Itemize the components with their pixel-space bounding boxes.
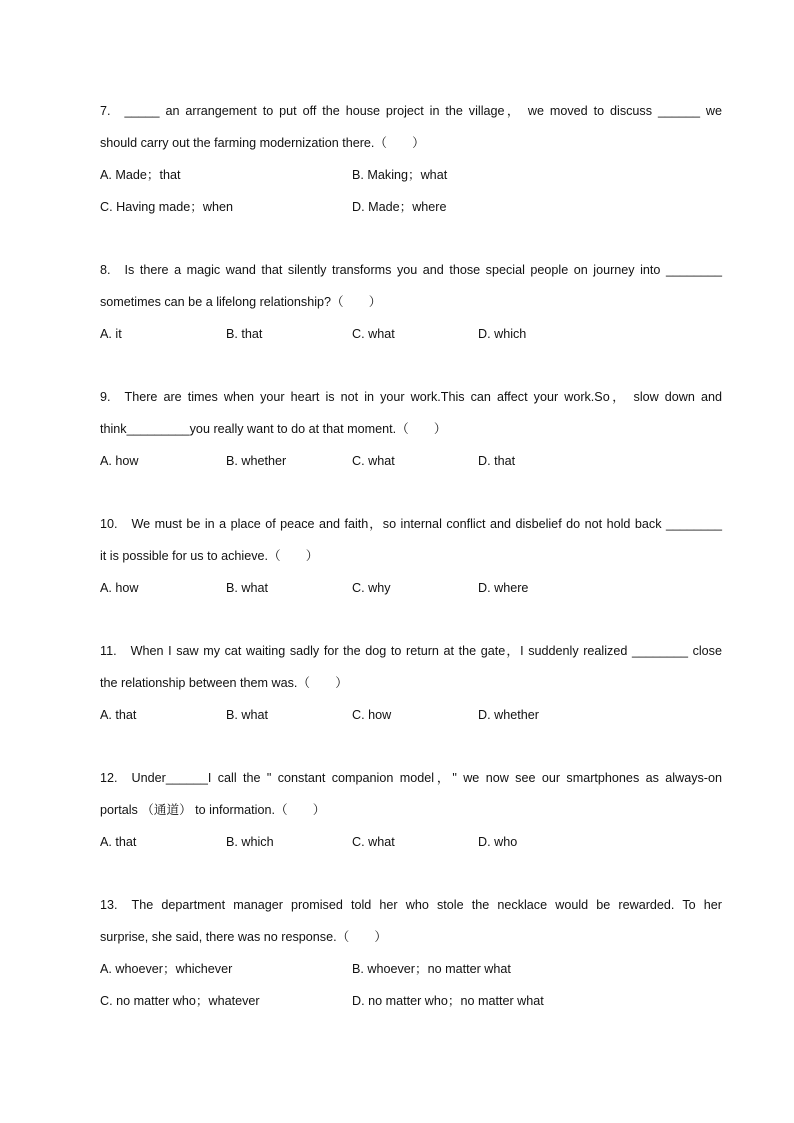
option-row [100,985,722,1017]
option-d[interactable]: D. that [478,454,516,468]
option-row [100,953,722,985]
option-a[interactable]: A. how [100,454,139,468]
option-c[interactable]: C. how [352,708,392,722]
option-c[interactable]: C. what [352,835,395,849]
question-text: _____ an arrangement to put off the house project in the village， we moved to discuss ______ we [124,104,722,118]
question-9 [100,381,722,477]
option-row [100,191,722,223]
question-line [100,889,722,921]
question-text: surprise, she said, there was no response.（ ） [100,930,387,944]
option-d[interactable]: D. which [478,327,527,341]
option-row [100,159,722,191]
question-text: the relationship between them was.（ ） [100,676,348,690]
question-text: When I saw my cat waiting sadly for the dog to return at the gate，I suddenly realized ________ close [130,644,722,658]
option-a[interactable]: A. how [100,581,139,595]
question-number: 7. [100,104,111,118]
question-line [100,254,722,286]
option-row [100,572,722,604]
option-c[interactable]: C. what [352,327,395,341]
option-d[interactable]: D. no matter who；no matter what [352,994,544,1008]
option-b[interactable]: B. that [226,327,263,341]
option-row [100,826,722,858]
question-13 [100,889,722,1017]
option-b[interactable]: B. whoever；no matter what [352,962,511,976]
question-10 [100,508,722,604]
question-line [100,762,722,794]
option-a[interactable]: A. it [100,327,122,341]
question-number: 8. [100,263,111,277]
question-number: 10. [100,517,118,531]
option-a[interactable]: A. Made；that [100,168,181,182]
question-text: think_________you really want to do at that moment.（ ） [100,422,447,436]
question-text: it is possible for us to achieve.（ ） [100,549,319,563]
option-b[interactable]: B. which [226,835,274,849]
option-b[interactable]: B. what [226,708,268,722]
question-text: Under______I call the " constant companion model，" we now see our smartphones as always-on [131,771,722,785]
question-line [100,95,722,127]
question-12 [100,762,722,858]
option-row [100,699,722,731]
option-d[interactable]: D. Made；where [352,200,447,214]
option-c[interactable]: C. no matter who；whatever [100,994,260,1008]
option-b[interactable]: B. whether [226,454,287,468]
question-text: Is there a magic wand that silently transforms you and those special people on journey into ________ [124,263,722,277]
option-c[interactable]: C. why [352,581,391,595]
question-number: 13. [100,898,118,912]
option-d[interactable]: D. where [478,581,529,595]
question-7 [100,95,722,223]
option-a[interactable]: A. that [100,708,137,722]
question-11 [100,635,722,731]
question-line [100,508,722,540]
question-text: should carry out the farming modernization there.（ ） [100,136,425,150]
question-text: The department manager promised told her who stole the necklace would be rewarded. To her [131,898,722,912]
option-row [100,445,722,477]
question-number: 12. [100,771,118,785]
option-c[interactable]: C. Having made；when [100,200,233,214]
question-8 [100,254,722,350]
question-number: 11. [100,644,117,658]
option-a[interactable]: A. that [100,835,137,849]
option-d[interactable]: D. whether [478,708,539,722]
option-a[interactable]: A. whoever；whichever [100,962,233,976]
question-number: 9. [100,390,111,404]
question-text: portals （通道） to information.（ ） [100,803,326,817]
question-text: sometimes can be a lifelong relationship?（ ） [100,295,382,309]
option-b[interactable]: B. Making；what [352,168,448,182]
question-text: We must be in a place of peace and faith，so internal conflict and disbelief do not hold back ________ [131,517,722,531]
question-text: There are times when your heart is not in your work.This can affect your work.So， slow down and [124,390,722,404]
option-c[interactable]: C. what [352,454,395,468]
option-b[interactable]: B. what [226,581,268,595]
option-row [100,318,722,350]
question-line [100,635,722,667]
question-line [100,381,722,413]
option-d[interactable]: D. who [478,835,518,849]
